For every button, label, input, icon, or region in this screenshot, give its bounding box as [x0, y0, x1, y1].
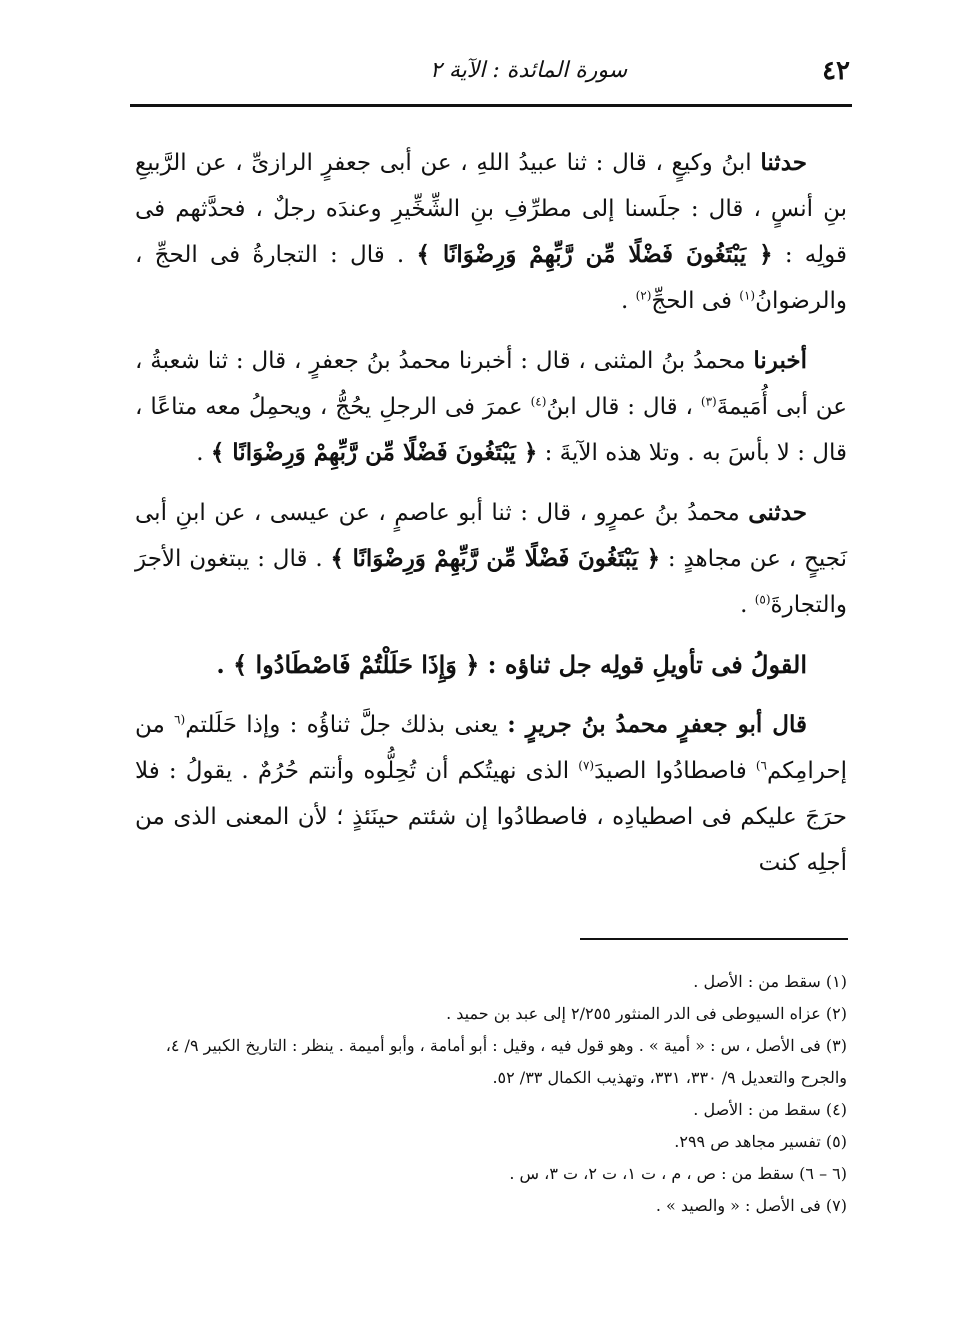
paragraph-text: . [740, 592, 748, 618]
paragraph-text: . قال : يبتغون الأجرَ والتجارةَ [135, 546, 847, 618]
paragraph-text: . [620, 288, 629, 314]
paragraph-1 [135, 140, 847, 324]
footnote-marker: (٣) [700, 394, 717, 409]
footnote-marker: (٦ [174, 712, 186, 727]
main-text [135, 140, 847, 900]
paragraph-text: فى الحجِّ [651, 288, 732, 314]
footnote-rule [580, 938, 848, 940]
paragraph-text: عمرَ فى الرجلِ يحُجُّ ، ويحمِلُ معه متاعًا ، قال : لا بأسَ به . وتلا هذه الآيةَ : [135, 394, 847, 466]
page-number: ٤٢ [822, 56, 850, 86]
footnote-marker: (١) [739, 288, 756, 303]
paragraph-3 [135, 490, 847, 628]
section-heading [135, 642, 847, 688]
quran-quote: ﴿ يَبْتَغُونَ فَضْلًا مِّن رَّبِّهِمْ وَرِضْوَانًا ﴾ [330, 545, 661, 572]
header-rule [130, 104, 852, 107]
paragraph-text: يعنى بذلك جلَّ ثناؤُه : وإذا حَلَلتم [185, 712, 499, 738]
page-header [130, 48, 850, 94]
quran-quote: ﴿ يَبْتَغُونَ فَضْلًا مِّن رَّبِّهِمْ وَرِضْوَانًا ﴾ [210, 439, 538, 466]
footnote: (٧) فى الأصل : « والصيد » . [655, 1196, 847, 1215]
paragraph-lead: حدثنا [760, 149, 807, 176]
paragraph-text: فاصطادُوا الصيدَ [594, 758, 747, 784]
paragraph-lead: حدثنى [748, 499, 808, 526]
quran-quote: ﴿ وَإِذَا حَلَلْتُمْ فَاصْطَادُوا ﴾ [233, 650, 480, 679]
footnote-marker: (٥) [754, 592, 771, 607]
footnotes [135, 966, 847, 1222]
paragraph-text: محمدُ بنُ المثنى ، قال : أخبرنا محمدُ بنُ جعفرٍ ، قال : ثنا شعبةُ ، عن أبى أُمَيمةَ [135, 348, 847, 420]
quran-quote: ﴿ يَبْتَغُونَ فَضْلًا مِّن رَّبِّهِمْ وَرِضْوَانًا ﴾ [416, 241, 773, 268]
footnote: (٤) سقط من : الأصل . [693, 1100, 847, 1119]
paragraph-2 [135, 338, 847, 476]
footnote: (٢) عزاه السيوطى فى الدر المنثور ٢/٢٥٥ إلى عبد بن حميد . [446, 1004, 847, 1023]
heading-text: القولُ فى تأويلِ قولِه جل ثناؤه : [487, 650, 807, 679]
footnote-marker: ٦) [755, 758, 767, 773]
paragraph-text: من إحرامِكم [135, 712, 848, 784]
paragraph-text: . قال : التجارةُ فى الحجِّ ، والرضوانُ [135, 242, 847, 314]
footnote: (٦ – ٦) سقط من : ص ، م ، ت ١، ت ٢، ت ٣، س . [509, 1164, 847, 1183]
paragraph-text: محمدُ بنُ عمرٍو ، قال : ثنا أبو عاصمٍ ، عن عيسى ، عن ابنِ أبى نَجيحٍ ، عن مجاهدٍ : [135, 500, 848, 572]
paragraph-text: الذى نهيتُكم أن تُحِلُّوه وأنتم حُرُمٌ . يقولُ : فلا حرَجَ عليكم فى اصطيادِه ، فاصطادُوا إن شئتم حينَئذٍ ؛ لأن المعنى الذى من أجلِه كنت [135, 758, 847, 876]
footnote-marker: (٤) [530, 394, 547, 409]
paragraph-4 [135, 702, 847, 886]
running-title: سورة المائدة : الآية ٢ [430, 58, 628, 83]
paragraph-text: ، قال : قال ابنُ [546, 394, 693, 420]
footnote-marker: (٧) [578, 758, 595, 773]
heading-end: . [216, 650, 225, 679]
paragraph-lead: قال أبو جعفرٍ محمدُ بنُ جريرٍ : [507, 711, 807, 738]
paragraph-text: ابنُ وكيعٍ ، قال : ثنا عبيدُ اللهِ ، عن أبى جعفرٍ الرازىِّ ، عن الرَّبيعِ بنِ أنسٍ ، قال : جلَسنا إلى مطرِّفِ بنِ الشِّخِّيرِ وعندَه رجلٌ ، فحدَّثهم فى قولِه : [135, 150, 848, 268]
footnote: (١) سقط من : الأصل . [693, 972, 847, 991]
paragraph-text: . [196, 440, 204, 466]
footnote: (٣) فى الأصل ، س : « أمية » . وهو قول فيه ، وقيل : أبو أمامة ، وأبو أميمة . ينظر : التاريخ الكبير ٩/ ٤، والجرح والتعديل ٩/ ٣٣٠، ٣٣١، وتهذيب الكمال ٣٣/ ٥٢. [165, 1036, 847, 1087]
paragraph-lead: أخبرنا [753, 347, 807, 374]
footnote: (٥) تفسير مجاهد ص ٢٩٩. [674, 1132, 847, 1151]
footnote-marker: (٢) [635, 288, 652, 303]
